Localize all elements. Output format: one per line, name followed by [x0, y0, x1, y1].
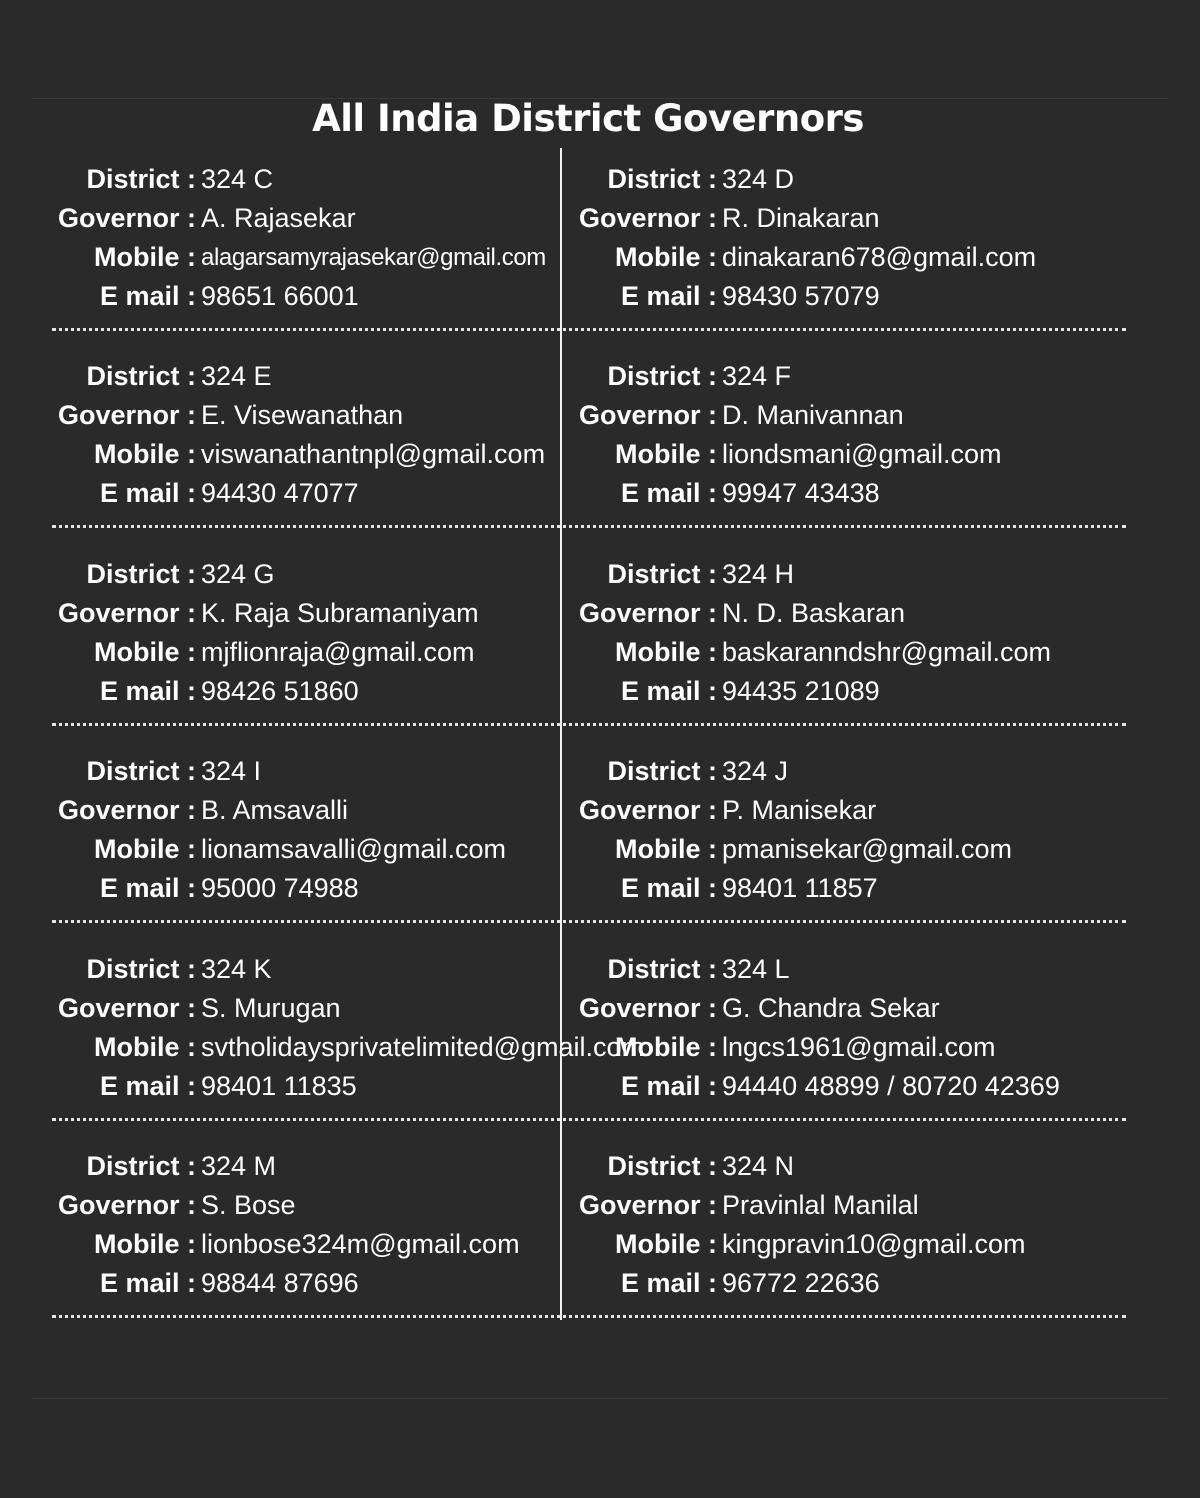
governor-value: S. Murugan: [201, 993, 341, 1023]
district-label: District :: [607, 164, 717, 194]
district-value: 324 E: [201, 361, 272, 391]
district-label: District :: [86, 954, 196, 984]
email-value: 99947 43438: [722, 478, 880, 508]
column-divider: [560, 148, 562, 1320]
email-label: E mail :: [620, 478, 717, 508]
email-label: E mail :: [99, 1268, 196, 1298]
district-label: District :: [607, 756, 717, 786]
governor-value: R. Dinakaran: [722, 203, 880, 233]
district-label: District :: [86, 164, 196, 194]
governor-label: Governor :: [578, 993, 717, 1023]
email-label: E mail :: [99, 281, 196, 311]
district-value: 324 L: [722, 954, 790, 984]
governor-value: D. Manivannan: [722, 400, 904, 430]
email-label: E mail :: [620, 1071, 717, 1101]
mobile-label: Mobile :: [615, 439, 717, 469]
mobile-value: dinakaran678@gmail.com: [722, 242, 1037, 272]
email-value: 94430 47077: [201, 478, 359, 508]
governor-value: S. Bose: [201, 1190, 296, 1220]
district-label: District :: [86, 559, 196, 589]
email-value: 98651 66001: [201, 281, 359, 311]
mobile-label: Mobile :: [615, 1032, 717, 1062]
email-value: 94435 21089: [722, 676, 880, 706]
mobile-label: Mobile :: [615, 637, 717, 667]
governor-label: Governor :: [578, 203, 717, 233]
dotted-separator: [52, 1315, 1126, 1318]
mobile-value: alagarsamyrajasekar@gmail.com: [201, 244, 546, 271]
page-title: All India District Governors: [312, 97, 864, 140]
mobile-label: Mobile :: [94, 834, 196, 864]
district-label: District :: [607, 559, 717, 589]
district-value: 324 J: [722, 756, 789, 786]
mobile-label: Mobile :: [94, 242, 196, 272]
bottom-border-line: [32, 1398, 1168, 1399]
mobile-value: liondsmani@gmail.com: [722, 439, 1002, 469]
governor-label: Governor :: [57, 203, 196, 233]
governor-label: Governor :: [57, 400, 196, 430]
district-value: 324 I: [201, 756, 262, 786]
email-value: 98426 51860: [201, 676, 359, 706]
email-label: E mail :: [620, 873, 717, 903]
district-value: 324 D: [722, 164, 795, 194]
email-label: E mail :: [99, 873, 196, 903]
dotted-separator: [52, 920, 1126, 923]
mobile-label: Mobile :: [615, 242, 717, 272]
email-value: 98430 57079: [722, 281, 880, 311]
governor-label: Governor :: [57, 795, 196, 825]
mobile-value: viswanathantnpl@gmail.com: [201, 439, 546, 469]
email-label: E mail :: [620, 281, 717, 311]
governor-label: Governor :: [57, 993, 196, 1023]
district-label: District :: [86, 756, 196, 786]
governor-value: N. D. Baskaran: [722, 598, 906, 628]
email-value: 96772 22636: [722, 1268, 880, 1298]
governor-label: Governor :: [57, 1190, 196, 1220]
mobile-label: Mobile :: [615, 834, 717, 864]
email-label: E mail :: [99, 478, 196, 508]
district-label: District :: [607, 361, 717, 391]
mobile-label: Mobile :: [94, 1032, 196, 1062]
district-value: 324 C: [201, 164, 274, 194]
dotted-separator: [52, 1118, 1126, 1121]
email-value: 94440 48899 / 80720 42369: [722, 1071, 1060, 1101]
governor-value: B. Amsavalli: [201, 795, 349, 825]
mobile-label: Mobile :: [94, 1229, 196, 1259]
dotted-separator: [52, 723, 1126, 726]
governor-label: Governor :: [578, 795, 717, 825]
district-value: 324 H: [722, 559, 795, 589]
mobile-value: lionbose324m@gmail.com: [201, 1229, 520, 1259]
district-label: District :: [607, 954, 717, 984]
governor-label: Governor :: [578, 400, 717, 430]
governor-value: K. Raja Subramaniyam: [201, 598, 479, 628]
mobile-label: Mobile :: [615, 1229, 717, 1259]
mobile-value: svtholidaysprivatelimited@gmail.com: [201, 1032, 645, 1062]
governor-value: Pravinlal Manilal: [722, 1190, 919, 1220]
email-label: E mail :: [99, 1071, 196, 1101]
district-value: 324 F: [722, 361, 792, 391]
mobile-value: mjflionraja@gmail.com: [201, 637, 475, 667]
district-value: 324 N: [722, 1151, 795, 1181]
mobile-value: baskaranndshr@gmail.com: [722, 637, 1052, 667]
dotted-separator: [52, 525, 1126, 528]
email-value: 98844 87696: [201, 1268, 359, 1298]
district-value: 324 G: [201, 559, 275, 589]
mobile-value: lngcs1961@gmail.com: [722, 1032, 996, 1062]
governor-value: P. Manisekar: [722, 795, 877, 825]
governor-label: Governor :: [578, 598, 717, 628]
governor-value: G. Chandra Sekar: [722, 993, 940, 1023]
governor-value: A. Rajasekar: [201, 203, 356, 233]
district-label: District :: [86, 1151, 196, 1181]
dotted-separator: [52, 328, 1126, 331]
mobile-label: Mobile :: [94, 637, 196, 667]
email-label: E mail :: [620, 676, 717, 706]
governor-label: Governor :: [57, 598, 196, 628]
mobile-value: pmanisekar@gmail.com: [722, 834, 1012, 864]
email-label: E mail :: [99, 676, 196, 706]
mobile-label: Mobile :: [94, 439, 196, 469]
email-value: 95000 74988: [201, 873, 359, 903]
email-value: 98401 11857: [722, 873, 878, 903]
mobile-value: lionamsavalli@gmail.com: [201, 834, 507, 864]
district-label: District :: [607, 1151, 717, 1181]
governor-value: E. Visewanathan: [201, 400, 404, 430]
district-value: 324 K: [201, 954, 272, 984]
district-label: District :: [86, 361, 196, 391]
governor-label: Governor :: [578, 1190, 717, 1220]
email-label: E mail :: [620, 1268, 717, 1298]
email-value: 98401 11835: [201, 1071, 357, 1101]
mobile-value: kingpravin10@gmail.com: [722, 1229, 1026, 1259]
district-value: 324 M: [201, 1151, 277, 1181]
